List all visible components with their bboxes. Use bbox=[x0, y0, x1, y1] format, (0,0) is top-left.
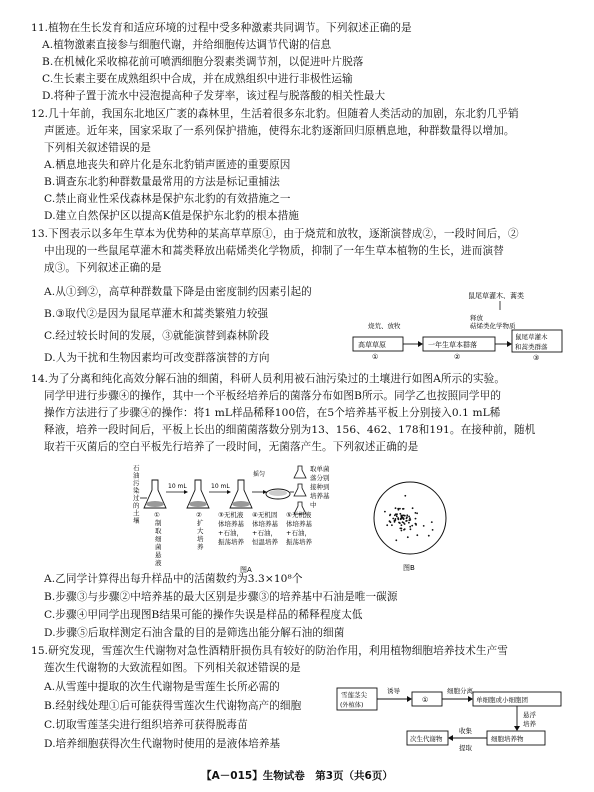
colony-dot bbox=[432, 529, 434, 531]
colony-dot bbox=[401, 528, 403, 530]
colony-dot bbox=[416, 512, 418, 514]
q12-option-d: D.建立自然保护区以提高K值是保护东北豹的根本措施 bbox=[44, 210, 299, 222]
colony-dot bbox=[403, 522, 405, 524]
q14-option-b: B.步骤③与步骤②中培养基的最大区别是步骤③的培养基中石油是唯一碳源 bbox=[44, 591, 398, 603]
colony-dot bbox=[386, 524, 388, 526]
q14-stem-1: 14.为了分离和纯化高效分解石油的细菌，科研人员利用被石油污染过的土壤进行如图A所示的实验。 bbox=[31, 373, 506, 385]
product-text: 次生代谢物 bbox=[410, 735, 443, 743]
step-1-label: ① 制取细菌悬液 bbox=[154, 511, 162, 567]
colony-dot bbox=[406, 514, 408, 516]
colony-dot bbox=[395, 518, 397, 520]
colony-dot bbox=[399, 522, 401, 524]
colony-dot bbox=[415, 512, 417, 514]
colony-dot bbox=[416, 534, 418, 536]
q13-stem-3: 成③。下列叙述正确的是 bbox=[44, 262, 162, 274]
fig-b-caption: 图B bbox=[403, 564, 415, 572]
cell-culture-text: 细胞培养物 bbox=[491, 735, 524, 743]
colony-dot bbox=[401, 530, 403, 532]
colony-dot bbox=[406, 518, 408, 520]
ml-label-2: 10 mL bbox=[211, 483, 230, 490]
q13-stem-1: 13.下图表示以多年生草本为优势种的某高草草原①，由于烧荒和放牧，逐渐演替成②，一段时间后，② bbox=[31, 228, 519, 240]
annual-herb-text: 一年生草本群落 bbox=[428, 341, 477, 349]
q13-stem-2: 中出现的一些鼠尾草灌木和蒿类释放出萜烯类化学物质，抑制了一年生草本植物的生长，进而演替 bbox=[44, 245, 504, 257]
colony-dot bbox=[409, 526, 411, 528]
induce-label: 诱导 bbox=[387, 687, 400, 695]
culture-label: 培养 bbox=[523, 720, 536, 728]
colony-dot bbox=[408, 519, 410, 521]
q12-option-a: A.栖息地丧失和碎片化是东北豹销声匿迹的重要原因 bbox=[44, 159, 291, 171]
q15-option-c: C.切取雪莲茎尖进行组织培养可获得脱毒苗 bbox=[44, 719, 248, 731]
colony-dot bbox=[399, 508, 401, 510]
q14-option-c: C.步骤④甲同学出现图B结果可能的操作失误是样品的稀释程度太低 bbox=[44, 609, 363, 621]
shake-label: 摇匀 bbox=[253, 471, 266, 478]
q13-option-d: D.人为干扰和生物因素均可改变群落演替的方向 bbox=[44, 352, 270, 364]
q12-option-c: C.禁止商业性采伐森林是保护东北豹的有效措施之一 bbox=[44, 193, 291, 205]
q15-option-b: B.经射线处理①后可能获得雪莲次生代谢物高产的细胞 bbox=[44, 700, 302, 712]
snow-lotus-tip-text-2: (外植体) bbox=[340, 702, 364, 709]
colony-dot bbox=[389, 514, 391, 516]
shrub-community-text-2: 和蒿类群落 bbox=[515, 343, 548, 351]
q11-option-d: D.将种子置于流水中浸泡提高种子发芽率，该过程与脱落酸的相关性最大 bbox=[42, 90, 386, 102]
q15-option-d: D.培养细胞获得次生代谢物时使用的是液体培养基 bbox=[44, 738, 281, 750]
q14-figure-b bbox=[365, 478, 455, 574]
q12-option-b: B.调查东北豹种群数量最常用的方法是标记重捕法 bbox=[44, 176, 280, 188]
colony-dot bbox=[423, 525, 425, 527]
q11-option-c: C.生长素主要在成熟组织中合成，并在成熟组织中进行非极性运输 bbox=[42, 73, 353, 85]
ml-label-1: 10 mL bbox=[168, 483, 187, 490]
colony-dot bbox=[397, 508, 399, 510]
separate-label: 细胞分离 bbox=[447, 687, 473, 695]
colony-dot bbox=[409, 517, 411, 519]
colony-dot bbox=[389, 520, 391, 522]
colony-dot bbox=[402, 517, 404, 519]
colony-dot bbox=[404, 528, 406, 530]
q13-option-c: C.经过较长时间的发展，③就能演替到森林阶段 bbox=[44, 330, 270, 342]
single-cell-text: 单细胞或小细胞团 bbox=[476, 696, 528, 704]
shrub-community-text-1: 鼠尾草灌木 bbox=[515, 333, 548, 341]
colony-dot bbox=[384, 511, 386, 513]
colony-dot bbox=[403, 515, 405, 517]
q14-option-d: D.步骤⑤后取样测定石油含量的目的是筛选出能分解石油的细菌 bbox=[44, 627, 345, 639]
colony-dot bbox=[392, 518, 394, 520]
q14-figure-a bbox=[130, 462, 335, 574]
q14-stem-3: 操作方法进行了步骤④的操作：将1 mL样品稀释100倍，在5个培养基平板上分别接入0.1 mL稀 bbox=[44, 407, 501, 419]
pick-colony-label: 取单菌落分别接种到培养基中 bbox=[310, 465, 330, 509]
q12-stem-2: 声匿迹。近年来，国家采取了一系列保护措施，使得东北豹逐渐回归原栖息地，种群数量得以增加。 bbox=[44, 125, 515, 137]
q14-stem-5: 取若干灭菌后的空白平板先行培养了一段时间，无菌落产生。下列叙述正确的是 bbox=[44, 441, 419, 453]
snow-lotus-tip-text-1: 雪莲茎尖 bbox=[341, 691, 367, 699]
num-3: ③ bbox=[533, 354, 540, 360]
colony-dot bbox=[415, 518, 417, 520]
q12-stem-3: 下列相关叙述错误的是 bbox=[44, 142, 151, 154]
colony-dot bbox=[395, 539, 397, 541]
colony-dot bbox=[410, 528, 412, 530]
colony-dot bbox=[397, 518, 399, 520]
tallgrass-text: 高草草原 bbox=[358, 341, 386, 349]
colony-dot bbox=[408, 516, 410, 518]
colony-dot bbox=[415, 524, 417, 526]
colony-dot bbox=[404, 495, 406, 497]
colony-dot bbox=[395, 513, 397, 515]
q11-option-a: A.植物激素直接参与细胞代谢，并给细胞传达调节代谢的信息 bbox=[42, 39, 332, 51]
q13-option-a: A.从①到②，高草种群数量下降是由密度制约因素引起的 bbox=[44, 286, 312, 298]
colony-dot bbox=[431, 521, 433, 523]
colony-dot bbox=[396, 516, 398, 518]
soil-label: 石油污染过的土壤 bbox=[133, 464, 140, 525]
colony-dot bbox=[401, 524, 403, 526]
q11-stem: 11.植物在生长发育和适应环境的过程中受多种激素共同调节。下列叙述正确的是 bbox=[31, 22, 412, 34]
num-1: ① bbox=[372, 353, 379, 360]
colony-dot bbox=[407, 536, 409, 538]
fig-a-caption: 图A bbox=[240, 566, 252, 574]
terpene-label: 萜烯类化学物质 bbox=[470, 322, 516, 330]
shrub-label: 鼠尾草灌木、蒿类 bbox=[468, 292, 524, 300]
q12-stem-1: 12.几十年前，我国东北地区广袤的森林里，生活着很多东北豹。但随着人类活动的加剧，东北豹几乎销 bbox=[31, 108, 519, 120]
q11-option-b: B.在机械化采收棉花前可喷洒细胞分裂素类调节剂，以促进叶片脱落 bbox=[42, 56, 364, 68]
page-footer: 【A－015】生物试卷 第3页（共6页） bbox=[201, 770, 393, 782]
suspend-label: 悬浮 bbox=[523, 711, 536, 719]
colony-dot bbox=[428, 535, 430, 537]
release-label: 释放 bbox=[470, 314, 483, 322]
q14-stem-2: 同学甲进行步骤④的操作，其中一个平板经培养后的菌落分布如图B所示。同学乙也按照同学甲的 bbox=[44, 390, 502, 402]
colony-dot bbox=[408, 522, 410, 524]
q13-option-b: B.③取代②是因为鼠尾草灌木和蒿类繁殖力较强 bbox=[44, 308, 269, 320]
step-4-label: ④无机固体培养基+石油，恒温培养 bbox=[252, 511, 278, 546]
q15-stem-1: 15.研究发现，雪莲次生代谢物对急性酒精肝损伤具有较好的防治作用，利用植物细胞培养技术生产雪 bbox=[31, 645, 508, 657]
step-5-label: ⑤无机液体培养基+石油，振荡培养 bbox=[286, 511, 312, 546]
num-2: ② bbox=[454, 353, 461, 360]
q15-flow-diagram bbox=[335, 680, 565, 758]
extract-label: 提取 bbox=[459, 744, 472, 752]
q15-option-a: A.从雪莲中提取的次生代谢物是雪莲生长所必需的 bbox=[44, 681, 280, 693]
q14-option-a: A.乙同学计算得出每升样品中的活菌数约为3.3×10⁸个 bbox=[44, 573, 303, 585]
colony-dot bbox=[391, 524, 393, 526]
colony-dot bbox=[405, 520, 407, 522]
colony-dot bbox=[399, 513, 401, 515]
collect-label: 收集 bbox=[459, 727, 472, 735]
burn-graze-label: 烧荒、放牧 bbox=[368, 322, 401, 330]
colony-dot bbox=[401, 516, 403, 518]
q13-succession-diagram bbox=[350, 290, 565, 360]
q15-stem-2: 莲次生代谢物的大致流程如图。下列相关叙述错误的是 bbox=[44, 662, 301, 674]
q14-stem-4: 释液，培养一段时间后，平板上长出的细菌菌落数分别为13、156、462、178和191。在接种前，随机 bbox=[44, 424, 536, 436]
colony-dot bbox=[395, 507, 397, 509]
callus-num: ① bbox=[422, 696, 429, 704]
step-2-label: ② 扩大培养 bbox=[196, 511, 204, 551]
colony-dot bbox=[412, 507, 414, 509]
colony-dots bbox=[384, 495, 434, 541]
colony-dot bbox=[400, 518, 402, 520]
step-3-label: ③无机液体培养基+石油，振荡培养 bbox=[218, 511, 244, 546]
colony-dot bbox=[411, 525, 413, 527]
colony-dot bbox=[402, 508, 404, 510]
